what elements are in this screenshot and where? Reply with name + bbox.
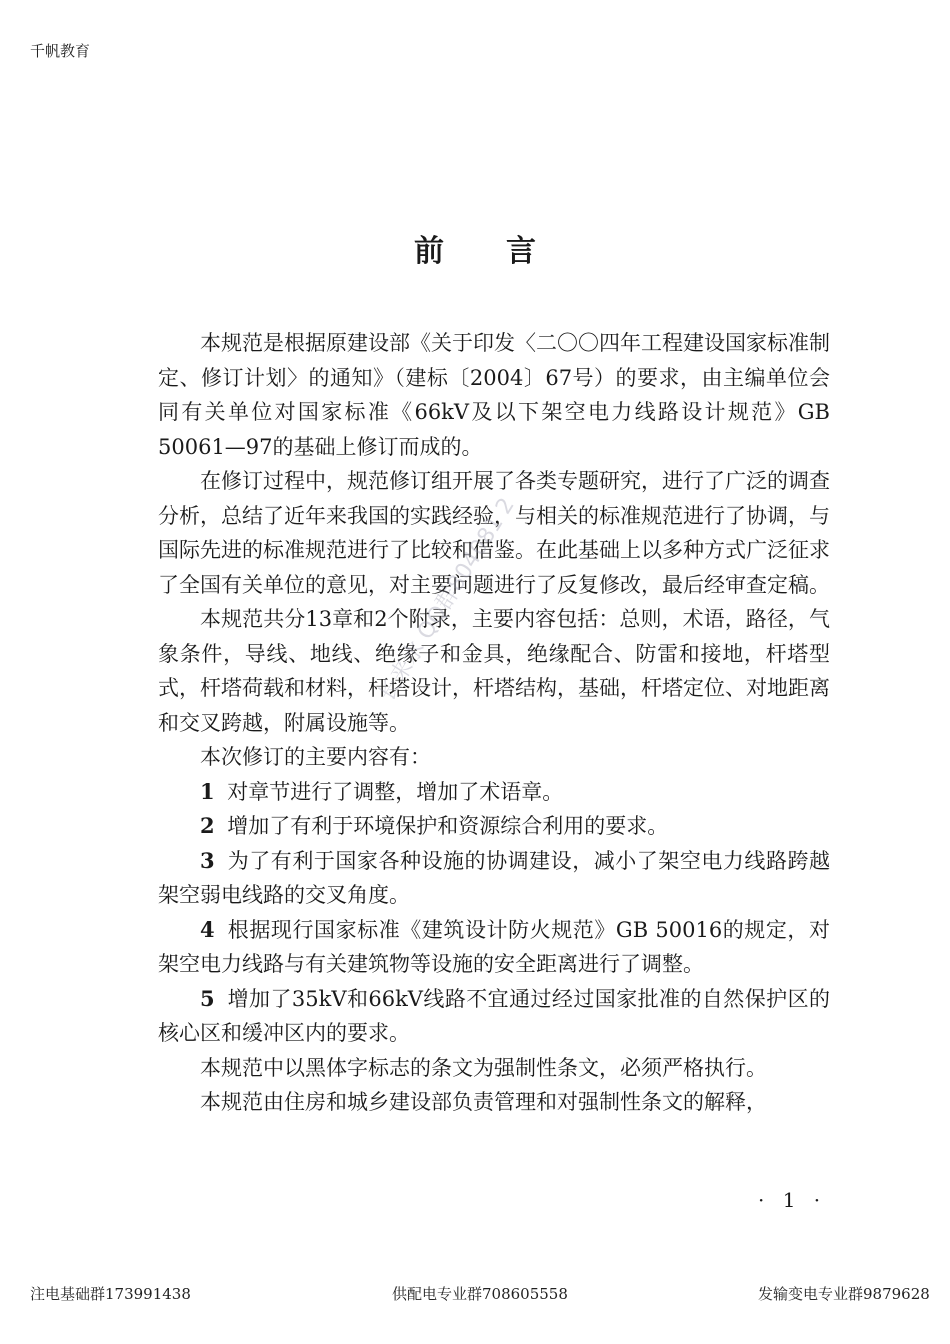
item-text: 对章节进行了调整，增加了术语章。 bbox=[227, 779, 564, 804]
footer-center: 供配电专业群708605558 bbox=[392, 1285, 568, 1303]
item-number: 3 bbox=[200, 847, 215, 873]
item-number: 1 bbox=[200, 778, 215, 804]
paragraph-mandatory: 本规范中以黑体字标志的条文为强制性条文，必须严格执行。 bbox=[200, 1055, 767, 1080]
list-item bbox=[158, 809, 830, 844]
item-text: 根据现行国家标准《建筑设计防火规范》GB 50016的规定，对架空电力线路与有关建筑物等设施的安全距离进行了调整。 bbox=[158, 917, 830, 976]
item-text: 增加了35kV和66kV线路不宜通过经过国家批准的自然保护区的核心区和缓冲区内的要求。 bbox=[158, 986, 830, 1045]
list-item bbox=[158, 775, 830, 810]
page-number: · 1 · bbox=[758, 1188, 827, 1212]
list-item bbox=[158, 844, 830, 913]
item-text: 为了有利于国家各种设施的协调建设，减小了架空电力线路跨越架空弱电线路的交叉角度。 bbox=[158, 848, 830, 907]
list-item bbox=[158, 913, 830, 982]
page-title: 前言 bbox=[414, 234, 598, 269]
brand-label: 千帆教育 bbox=[30, 42, 91, 60]
document-body bbox=[158, 326, 830, 1120]
paragraph-scope: 本规范共分13章和2个附录，主要内容包括：总则，术语，路径，气象条件，导线、地线、绝缘子和金具，绝缘配合、防雷和接地，杆塔型式，杆塔荷载和材料，杆塔设计，杆塔结构，基础，杆塔定位、对地距离和交叉跨越，附属设施等。 bbox=[158, 607, 830, 735]
footer-right: 发输变电专业群9879628 bbox=[758, 1285, 930, 1303]
list-item bbox=[158, 982, 830, 1051]
item-number: 5 bbox=[200, 985, 215, 1011]
paragraph-process: 在修订过程中，规范修订组开展了各类专题研究，进行了广泛的调查分析，总结了近年来我国的实践经验，与相关的标准规范进行了协调，与国际先进的标准规范进行了比较和借鉴。在此基础上以多种方式广泛征求了全国有关单位的意见，对主要问题进行了反复修改，最后经审查定稿。 bbox=[158, 469, 830, 597]
item-text: 增加了有利于环境保护和资源综合利用的要求。 bbox=[227, 814, 669, 838]
watermark: 长来水 QQ群804081 2 bbox=[374, 493, 520, 706]
paragraph-intro: 本规范是根据原建设部《关于印发〈二〇〇四年工程建设国家标准制定、修订计划〉的通知》（建标〔2004〕67号）的要求，由主编单位会同有关单位对国家标准《66kV及以下架空电力线路设计规范》GB 50061—97的基础上修订而成的。 bbox=[158, 331, 830, 459]
paragraph-management: 本规范由住房和城乡建设部负责管理和对强制性条文的解释， bbox=[200, 1090, 767, 1114]
paragraph-changes-heading: 本次修订的主要内容有： bbox=[200, 745, 431, 769]
footer-left: 注电基础群173991438 bbox=[30, 1285, 191, 1303]
item-number: 4 bbox=[200, 916, 215, 942]
item-number: 2 bbox=[200, 813, 215, 838]
